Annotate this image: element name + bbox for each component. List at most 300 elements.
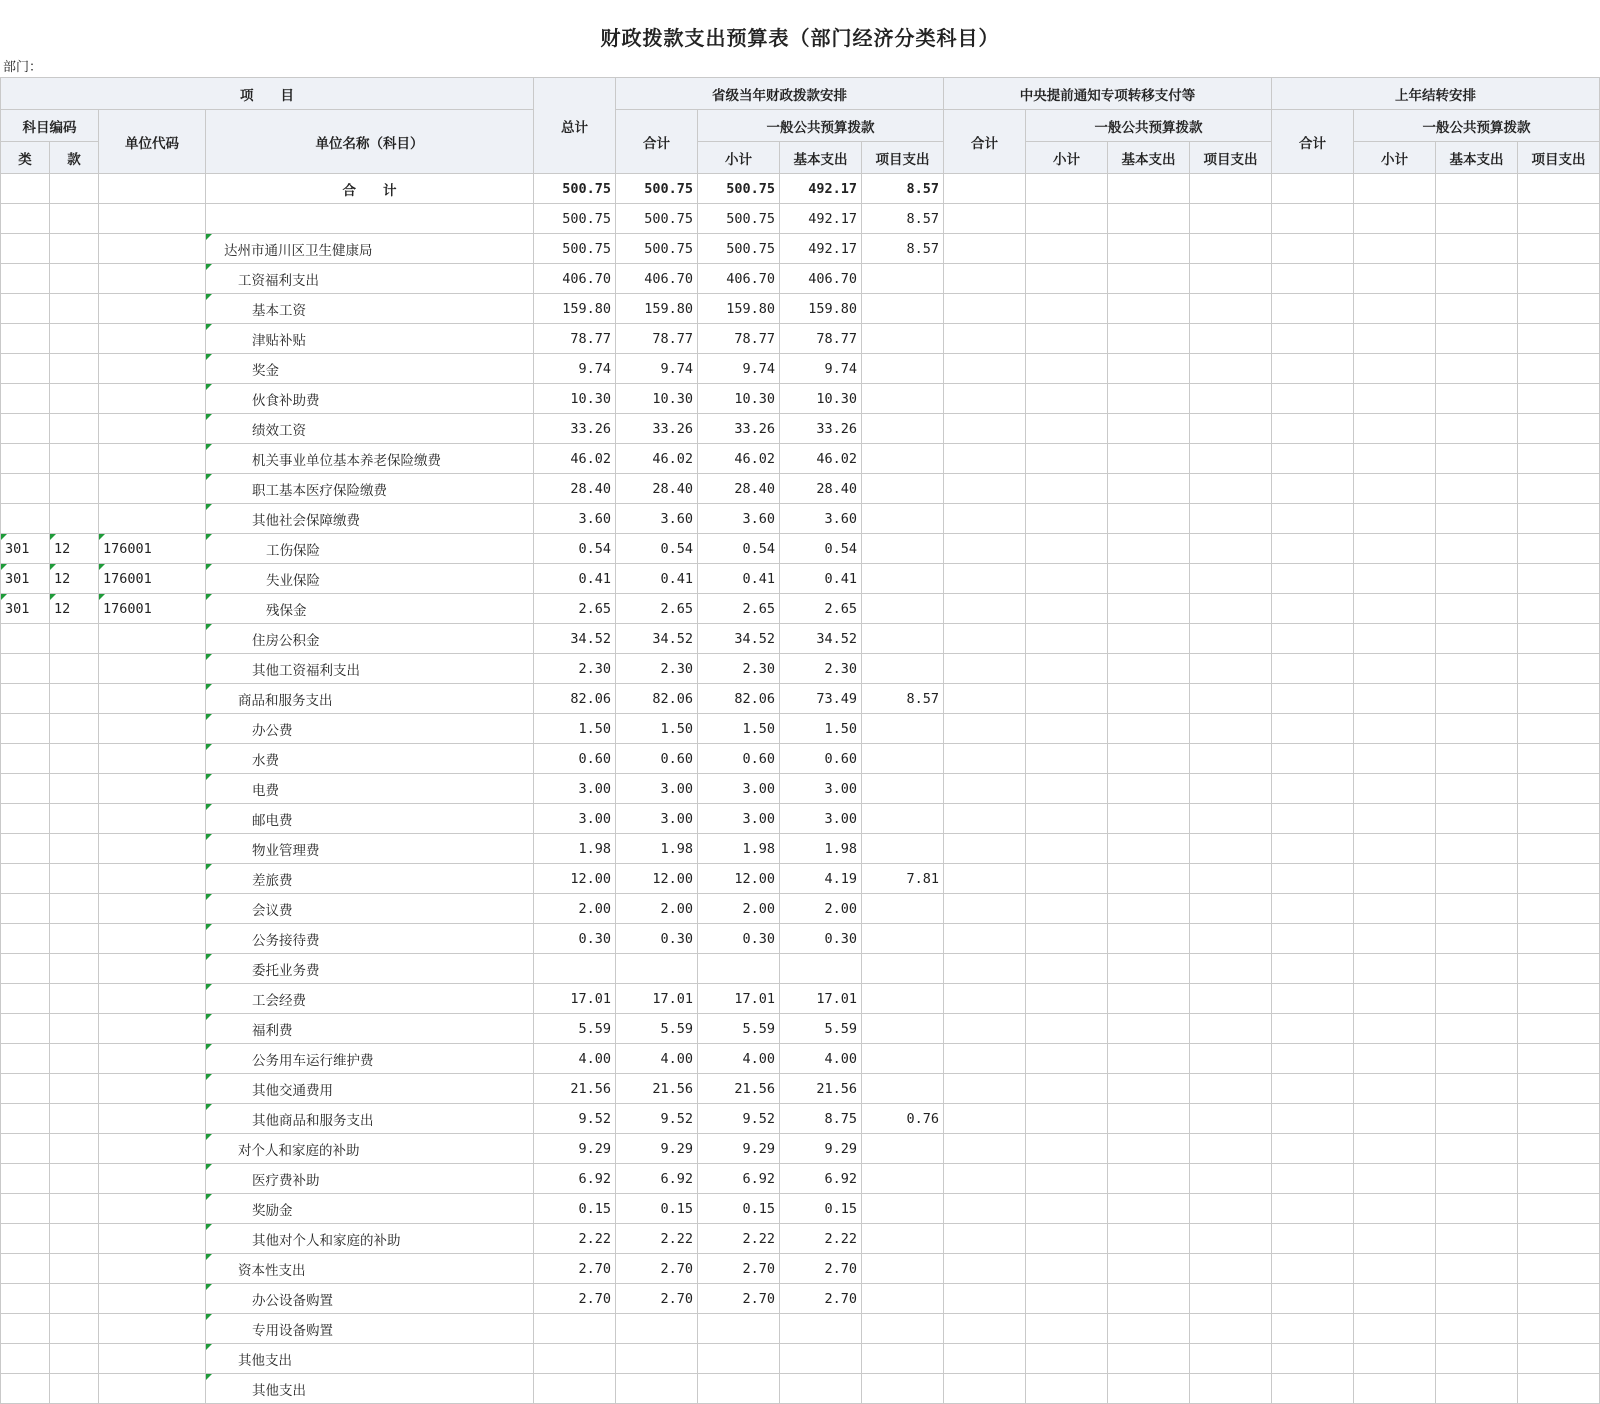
- cell-central-subtotal: [1026, 1134, 1108, 1164]
- cell-central-basic: [1108, 594, 1190, 624]
- cell-central-subtotal: [1026, 1194, 1108, 1224]
- cell-last-year-subtotal: [1354, 234, 1436, 264]
- cell-last-year-sum: [1272, 234, 1354, 264]
- table-row: [1, 744, 1600, 774]
- cell-class: [1, 924, 50, 954]
- cell-provincial-subtotal: [698, 1314, 780, 1344]
- cell-last-year-sum: [1272, 984, 1354, 1014]
- cell-last-year-project: [1518, 414, 1600, 444]
- table-row: [1, 1044, 1600, 1074]
- cell-provincial-basic: 1.50: [780, 714, 862, 744]
- cell-provincial-project: [862, 1284, 944, 1314]
- cell-central-sum: [944, 654, 1026, 684]
- cell-provincial-project: [862, 834, 944, 864]
- cell-central-basic: [1108, 1224, 1190, 1254]
- cell-provincial-subtotal: 500.75: [698, 204, 780, 234]
- cell-provincial-project: [862, 1224, 944, 1254]
- cell-class: [1, 204, 50, 234]
- cell-last-year-subtotal: [1354, 624, 1436, 654]
- cell-class: [1, 714, 50, 744]
- cell-provincial-project: [862, 774, 944, 804]
- cell-grand-total: 5.59: [534, 1014, 616, 1044]
- cell-provincial-sum: 9.29: [616, 1134, 698, 1164]
- cell-item: [50, 1254, 99, 1284]
- cell-central-subtotal: [1026, 294, 1108, 324]
- cell-provincial-subtotal: 406.70: [698, 264, 780, 294]
- cell-provincial-sum: 3.00: [616, 774, 698, 804]
- cell-central-basic: [1108, 564, 1190, 594]
- cell-class: [1, 1284, 50, 1314]
- cell-last-year-subtotal: [1354, 384, 1436, 414]
- cell-grand-total: 10.30: [534, 384, 616, 414]
- cell-central-sum: [944, 384, 1026, 414]
- cell-unit-name: 残保金: [206, 594, 534, 624]
- cell-last-year-project: [1518, 1254, 1600, 1284]
- cell-unit-code: 176001: [99, 594, 206, 624]
- cell-provincial-sum: 78.77: [616, 324, 698, 354]
- cell-unit-name: 对个人和家庭的补助: [206, 1134, 534, 1164]
- cell-unit-name: 福利费: [206, 1014, 534, 1044]
- cell-class: [1, 774, 50, 804]
- cell-central-basic: [1108, 504, 1190, 534]
- cell-item: [50, 714, 99, 744]
- cell-central-project: [1190, 654, 1272, 684]
- cell-unit-name: 基本工资: [206, 294, 534, 324]
- cell-provincial-project: [862, 384, 944, 414]
- cell-grand-total: 2.30: [534, 654, 616, 684]
- cell-last-year-sum: [1272, 924, 1354, 954]
- cell-last-year-subtotal: [1354, 1164, 1436, 1194]
- cell-central-subtotal: [1026, 954, 1108, 984]
- table-row: [1, 1014, 1600, 1044]
- cell-item: [50, 1284, 99, 1314]
- cell-last-year-sum: [1272, 1224, 1354, 1254]
- cell-last-year-project: [1518, 1344, 1600, 1374]
- cell-central-basic: [1108, 744, 1190, 774]
- cell-provincial-sum: [616, 1314, 698, 1344]
- cell-item: [50, 624, 99, 654]
- cell-last-year-project: [1518, 894, 1600, 924]
- cell-provincial-sum: 4.00: [616, 1044, 698, 1074]
- cell-grand-total: 9.29: [534, 1134, 616, 1164]
- cell-central-subtotal: [1026, 1224, 1108, 1254]
- cell-last-year-project: [1518, 204, 1600, 234]
- header-unit-name: 单位名称（科目）: [206, 110, 534, 174]
- cell-unit-name: 资本性支出: [206, 1254, 534, 1284]
- cell-central-basic: [1108, 474, 1190, 504]
- cell-grand-total: 6.92: [534, 1164, 616, 1194]
- cell-last-year-sum: [1272, 564, 1354, 594]
- cell-provincial-project: [862, 714, 944, 744]
- cell-provincial-project: [862, 564, 944, 594]
- cell-central-project: [1190, 324, 1272, 354]
- cell-provincial-sum: 2.70: [616, 1254, 698, 1284]
- cell-central-sum: [944, 804, 1026, 834]
- cell-central-subtotal: [1026, 1044, 1108, 1074]
- cell-grand-total: 2.70: [534, 1284, 616, 1314]
- cell-last-year-project: [1518, 1074, 1600, 1104]
- cell-provincial-basic: 492.17: [780, 204, 862, 234]
- table-row: [1, 414, 1600, 444]
- cell-unit-code: [99, 1104, 206, 1134]
- cell-central-project: [1190, 774, 1272, 804]
- cell-provincial-basic: 3.60: [780, 504, 862, 534]
- cell-provincial-project: 8.57: [862, 684, 944, 714]
- cell-item: [50, 504, 99, 534]
- cell-last-year-basic: [1436, 534, 1518, 564]
- cell-unit-name: 委托业务费: [206, 954, 534, 984]
- cell-unit-name: 奖励金: [206, 1194, 534, 1224]
- cell-central-project: [1190, 1374, 1272, 1404]
- cell-unit-name: 电费: [206, 774, 534, 804]
- cell-provincial-project: [862, 264, 944, 294]
- cell-item: [50, 234, 99, 264]
- cell-last-year-sum: [1272, 1284, 1354, 1314]
- cell-central-sum: [944, 714, 1026, 744]
- cell-last-year-basic: [1436, 1254, 1518, 1284]
- cell-provincial-sum: 28.40: [616, 474, 698, 504]
- cell-item: [50, 894, 99, 924]
- cell-provincial-project: [862, 474, 944, 504]
- cell-grand-total: 159.80: [534, 294, 616, 324]
- cell-central-basic: [1108, 984, 1190, 1014]
- cell-provincial-project: [862, 294, 944, 324]
- cell-central-sum: [944, 834, 1026, 864]
- cell-central-sum: [944, 624, 1026, 654]
- cell-last-year-project: [1518, 924, 1600, 954]
- cell-central-subtotal: [1026, 1164, 1108, 1194]
- cell-last-year-sum: [1272, 714, 1354, 744]
- cell-class: [1, 804, 50, 834]
- cell-unit-code: [99, 354, 206, 384]
- cell-unit-code: [99, 624, 206, 654]
- cell-last-year-subtotal: [1354, 924, 1436, 954]
- cell-provincial-subtotal: [698, 954, 780, 984]
- cell-provincial-sum: 1.50: [616, 714, 698, 744]
- cell-provincial-sum: 2.30: [616, 654, 698, 684]
- cell-provincial-subtotal: 1.98: [698, 834, 780, 864]
- cell-central-subtotal: [1026, 1314, 1108, 1344]
- cell-last-year-sum: [1272, 1194, 1354, 1224]
- table-row: [1, 774, 1600, 804]
- cell-central-project: [1190, 834, 1272, 864]
- cell-last-year-subtotal: [1354, 1014, 1436, 1044]
- cell-grand-total: 1.98: [534, 834, 616, 864]
- header-provincial-sum: 合计: [616, 110, 698, 174]
- cell-provincial-sum: 0.41: [616, 564, 698, 594]
- cell-provincial-basic: 17.01: [780, 984, 862, 1014]
- cell-item: [50, 774, 99, 804]
- cell-last-year-subtotal: [1354, 834, 1436, 864]
- cell-provincial-basic: 2.70: [780, 1284, 862, 1314]
- cell-central-sum: [944, 1104, 1026, 1134]
- cell-provincial-project: [862, 954, 944, 984]
- cell-provincial-subtotal: 4.00: [698, 1044, 780, 1074]
- cell-provincial-subtotal: 82.06: [698, 684, 780, 714]
- cell-class: [1, 834, 50, 864]
- cell-last-year-sum: [1272, 1344, 1354, 1374]
- cell-provincial-basic: 2.30: [780, 654, 862, 684]
- table-row: [1, 174, 1600, 204]
- cell-central-sum: [944, 1014, 1026, 1044]
- cell-central-sum: [944, 924, 1026, 954]
- cell-central-project: [1190, 1134, 1272, 1164]
- cell-central-project: [1190, 444, 1272, 474]
- cell-item: 12: [50, 594, 99, 624]
- cell-grand-total: 9.74: [534, 354, 616, 384]
- cell-provincial-basic: [780, 954, 862, 984]
- cell-grand-total: 0.60: [534, 744, 616, 774]
- cell-unit-code: [99, 804, 206, 834]
- cell-provincial-project: [862, 654, 944, 684]
- cell-provincial-project: [862, 1344, 944, 1374]
- cell-last-year-sum: [1272, 264, 1354, 294]
- cell-grand-total: 2.22: [534, 1224, 616, 1254]
- table-row: [1, 204, 1600, 234]
- cell-provincial-sum: 2.65: [616, 594, 698, 624]
- cell-unit-name: 其他支出: [206, 1374, 534, 1404]
- cell-class: [1, 894, 50, 924]
- cell-provincial-basic: 9.29: [780, 1134, 862, 1164]
- cell-provincial-basic: [780, 1314, 862, 1344]
- cell-grand-total: 2.65: [534, 594, 616, 624]
- table-header: [1, 78, 1600, 174]
- cell-class: [1, 504, 50, 534]
- cell-provincial-project: [862, 924, 944, 954]
- cell-provincial-project: [862, 1164, 944, 1194]
- cell-class: [1, 1134, 50, 1164]
- cell-last-year-sum: [1272, 804, 1354, 834]
- cell-last-year-basic: [1436, 804, 1518, 834]
- cell-grand-total: 21.56: [534, 1074, 616, 1104]
- cell-central-sum: [944, 174, 1026, 204]
- cell-provincial-sum: 0.54: [616, 534, 698, 564]
- cell-provincial-basic: 0.15: [780, 1194, 862, 1224]
- cell-central-basic: [1108, 954, 1190, 984]
- cell-central-sum: [944, 264, 1026, 294]
- cell-last-year-basic: [1436, 564, 1518, 594]
- cell-central-sum: [944, 234, 1026, 264]
- cell-provincial-subtotal: 78.77: [698, 324, 780, 354]
- cell-unit-code: [99, 474, 206, 504]
- cell-provincial-project: 0.76: [862, 1104, 944, 1134]
- cell-unit-code: [99, 924, 206, 954]
- cell-central-subtotal: [1026, 264, 1108, 294]
- cell-central-basic: [1108, 534, 1190, 564]
- cell-grand-total: [534, 954, 616, 984]
- cell-last-year-sum: [1272, 444, 1354, 474]
- cell-unit-name: 工资福利支出: [206, 264, 534, 294]
- cell-provincial-project: [862, 1074, 944, 1104]
- header-class: 类: [1, 142, 50, 174]
- cell-last-year-project: [1518, 474, 1600, 504]
- cell-central-project: [1190, 294, 1272, 324]
- cell-last-year-project: [1518, 744, 1600, 774]
- cell-central-basic: [1108, 1164, 1190, 1194]
- cell-last-year-basic: [1436, 774, 1518, 804]
- cell-central-project: [1190, 864, 1272, 894]
- cell-last-year-basic: [1436, 1344, 1518, 1374]
- cell-central-subtotal: [1026, 984, 1108, 1014]
- header-subject-code: 科目编码: [1, 110, 99, 142]
- cell-last-year-project: [1518, 564, 1600, 594]
- cell-provincial-subtotal: 0.15: [698, 1194, 780, 1224]
- cell-class: 301: [1, 594, 50, 624]
- cell-provincial-project: [862, 624, 944, 654]
- cell-central-subtotal: [1026, 1254, 1108, 1284]
- cell-provincial-basic: 2.65: [780, 594, 862, 624]
- cell-central-basic: [1108, 864, 1190, 894]
- cell-item: [50, 984, 99, 1014]
- cell-central-sum: [944, 684, 1026, 714]
- cell-grand-total: [534, 1374, 616, 1404]
- cell-central-project: [1190, 1344, 1272, 1374]
- cell-last-year-basic: [1436, 354, 1518, 384]
- cell-central-project: [1190, 894, 1272, 924]
- cell-central-subtotal: [1026, 1014, 1108, 1044]
- cell-provincial-basic: 3.00: [780, 804, 862, 834]
- cell-item: [50, 1074, 99, 1104]
- header-central-general: 一般公共预算拨款: [1026, 110, 1272, 142]
- cell-provincial-basic: 0.60: [780, 744, 862, 774]
- table-row: [1, 924, 1600, 954]
- cell-class: [1, 174, 50, 204]
- cell-unit-code: [99, 894, 206, 924]
- cell-last-year-basic: [1436, 1044, 1518, 1074]
- cell-class: [1, 234, 50, 264]
- cell-provincial-sum: 17.01: [616, 984, 698, 1014]
- cell-central-sum: [944, 894, 1026, 924]
- cell-last-year-subtotal: [1354, 894, 1436, 924]
- cell-last-year-sum: [1272, 774, 1354, 804]
- header-last-year-general: 一般公共预算拨款: [1354, 110, 1600, 142]
- cell-provincial-sum: [616, 1344, 698, 1374]
- table-row: [1, 1344, 1600, 1374]
- cell-last-year-sum: [1272, 624, 1354, 654]
- cell-central-sum: [944, 1284, 1026, 1314]
- cell-item: [50, 354, 99, 384]
- cell-provincial-sum: 9.74: [616, 354, 698, 384]
- table-row: [1, 984, 1600, 1014]
- cell-provincial-subtotal: 9.52: [698, 1104, 780, 1134]
- cell-class: [1, 1164, 50, 1194]
- cell-provincial-subtotal: 2.22: [698, 1224, 780, 1254]
- cell-last-year-basic: [1436, 684, 1518, 714]
- cell-provincial-basic: 28.40: [780, 474, 862, 504]
- cell-unit-code: [99, 294, 206, 324]
- cell-provincial-basic: 492.17: [780, 234, 862, 264]
- cell-last-year-subtotal: [1354, 804, 1436, 834]
- cell-last-year-project: [1518, 954, 1600, 984]
- cell-central-subtotal: [1026, 684, 1108, 714]
- cell-unit-name: 办公费: [206, 714, 534, 744]
- cell-provincial-project: [862, 444, 944, 474]
- cell-central-subtotal: [1026, 504, 1108, 534]
- cell-central-subtotal: [1026, 1344, 1108, 1374]
- cell-class: [1, 354, 50, 384]
- cell-provincial-subtotal: 28.40: [698, 474, 780, 504]
- cell-last-year-basic: [1436, 624, 1518, 654]
- cell-central-subtotal: [1026, 444, 1108, 474]
- table-row: [1, 954, 1600, 984]
- cell-central-project: [1190, 564, 1272, 594]
- cell-last-year-basic: [1436, 1164, 1518, 1194]
- cell-last-year-subtotal: [1354, 1314, 1436, 1344]
- cell-grand-total: 500.75: [534, 234, 616, 264]
- cell-last-year-basic: [1436, 1104, 1518, 1134]
- cell-last-year-project: [1518, 594, 1600, 624]
- cell-last-year-basic: [1436, 1374, 1518, 1404]
- cell-last-year-project: [1518, 714, 1600, 744]
- cell-central-basic: [1108, 1134, 1190, 1164]
- cell-last-year-subtotal: [1354, 1224, 1436, 1254]
- cell-central-project: [1190, 624, 1272, 654]
- cell-provincial-subtotal: 34.52: [698, 624, 780, 654]
- cell-central-subtotal: [1026, 354, 1108, 384]
- cell-central-project: [1190, 534, 1272, 564]
- cell-central-sum: [944, 984, 1026, 1014]
- cell-unit-code: [99, 1284, 206, 1314]
- cell-provincial-subtotal: 3.00: [698, 774, 780, 804]
- cell-last-year-sum: [1272, 504, 1354, 534]
- cell-last-year-sum: [1272, 1014, 1354, 1044]
- cell-last-year-project: [1518, 684, 1600, 714]
- cell-central-subtotal: [1026, 384, 1108, 414]
- cell-central-project: [1190, 984, 1272, 1014]
- cell-provincial-sum: 2.22: [616, 1224, 698, 1254]
- cell-item: [50, 174, 99, 204]
- cell-last-year-subtotal: [1354, 504, 1436, 534]
- cell-provincial-subtotal: 2.70: [698, 1284, 780, 1314]
- cell-unit-name: 失业保险: [206, 564, 534, 594]
- cell-item: [50, 384, 99, 414]
- cell-central-basic: [1108, 624, 1190, 654]
- cell-central-project: [1190, 684, 1272, 714]
- cell-grand-total: [534, 1344, 616, 1374]
- cell-central-basic: [1108, 1284, 1190, 1314]
- cell-provincial-subtotal: 2.00: [698, 894, 780, 924]
- cell-class: [1, 1074, 50, 1104]
- cell-central-sum: [944, 594, 1026, 624]
- cell-last-year-basic: [1436, 414, 1518, 444]
- cell-unit-code: [99, 1224, 206, 1254]
- cell-class: [1, 984, 50, 1014]
- table-row: [1, 894, 1600, 924]
- cell-central-sum: [944, 204, 1026, 234]
- cell-provincial-project: 8.57: [862, 174, 944, 204]
- cell-item: [50, 204, 99, 234]
- table-body: [1, 174, 1600, 1404]
- cell-central-sum: [944, 1224, 1026, 1254]
- cell-provincial-subtotal: 9.29: [698, 1134, 780, 1164]
- cell-provincial-sum: 5.59: [616, 1014, 698, 1044]
- cell-last-year-sum: [1272, 744, 1354, 774]
- cell-item: [50, 684, 99, 714]
- cell-central-basic: [1108, 834, 1190, 864]
- cell-last-year-project: [1518, 504, 1600, 534]
- cell-unit-name: 伙食补助费: [206, 384, 534, 414]
- cell-last-year-project: [1518, 324, 1600, 354]
- cell-item: [50, 954, 99, 984]
- cell-unit-code: 176001: [99, 564, 206, 594]
- cell-last-year-basic: [1436, 204, 1518, 234]
- cell-last-year-subtotal: [1354, 1134, 1436, 1164]
- cell-central-project: [1190, 744, 1272, 774]
- cell-unit-name: 其他支出: [206, 1344, 534, 1374]
- budget-table: [0, 77, 1600, 1404]
- cell-central-project: [1190, 504, 1272, 534]
- cell-central-basic: [1108, 684, 1190, 714]
